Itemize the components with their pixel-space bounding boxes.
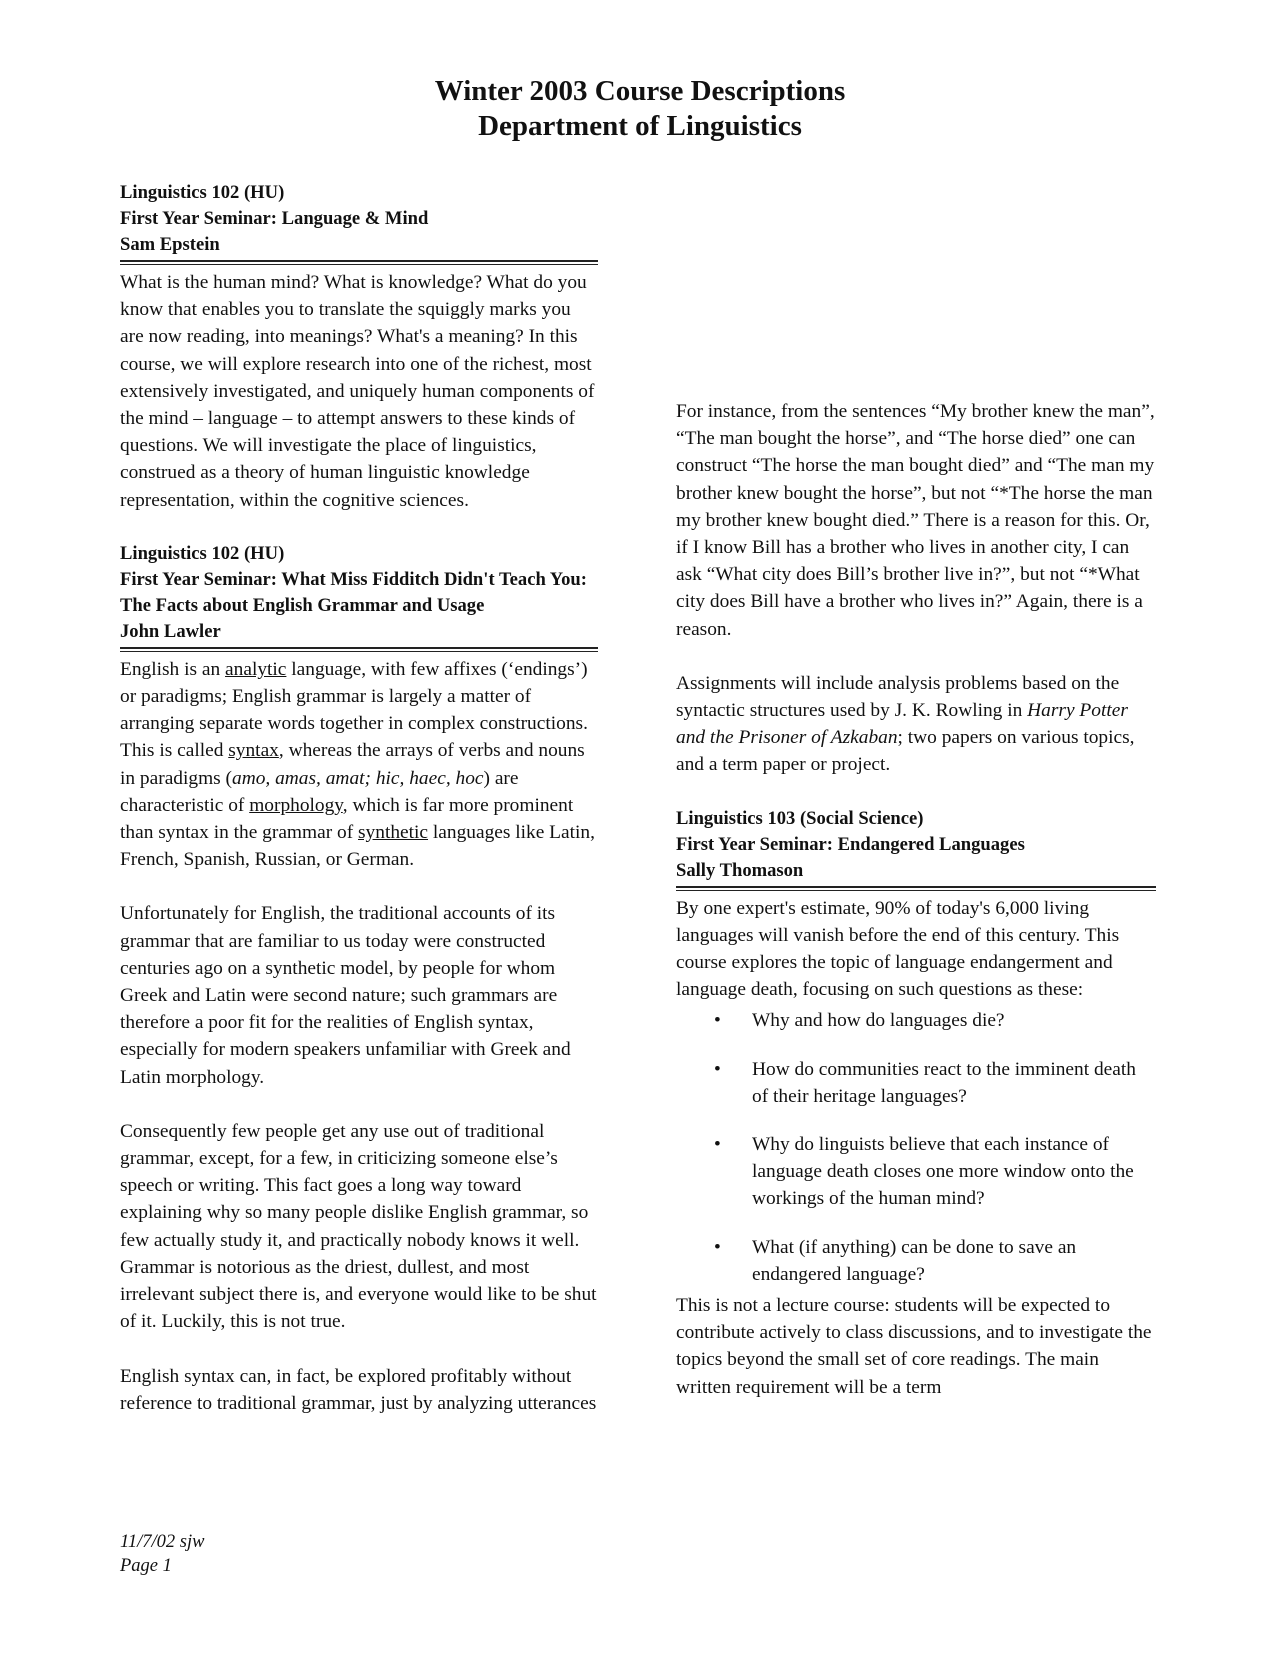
course-2-paragraph-5: For instance, from the sentences “My brother knew the man”, “The man bought the horse”, and “The horse died” one can construct “The horse the man bought died” and “The man my brother knew bought the horse”, but not “*The horse the man my brother knew bought died.” There is a reason for this. Or, if I know Bill has a brother who lives in another city, I can ask “What city does Bill’s brother live in?”, but not “*What city does Bill have a brother who lives in?” Again, there is a reason. [676,401,1155,640]
course-3 [676,806,1156,1401]
course-2-paragraph-2: Unfortunately for English, the traditional accounts of its grammar that are familiar to us today were constructed centuries ago on a synthetic model, by people for whom Greek and Latin were second nature; such grammars are therefore a poor fit for the realities of English syntax, especially for modern speakers unfamiliar with Greek and Latin morphology. [120,903,571,1088]
course-2-paragraph-4: English syntax can, in fact, be explored profitably without reference to traditional grammar, just by analyzing utterances [120,1365,597,1414]
term-morphology: morphology [249,794,343,816]
bullet-icon: • [714,1236,721,1258]
term-analytic: analytic [225,658,287,680]
bullet-icon: • [714,1010,721,1032]
footer-date: 11/7/02 sjw [120,1532,205,1552]
page-number: Page 1 [120,1556,172,1576]
course-1-description: What is the human mind? What is knowledge? What do you know that enables you to translate the squiggly marks you are now reading, into meanings? What's a meaning? In this course, we will explore research into one of the richest, most extensively investigated, and uniquely human components of the mind – language – to attempt answers to these kinds of questions. We will investigate the place of linguistics, construed as a theory of human linguistic knowledge representation, within the cognitive sciences. [120,272,595,511]
page-footer [120,1530,204,1578]
course-2-paragraph-4-continued [676,181,1156,371]
course-1-code: Linguistics 102 (HU) [120,182,285,203]
bullet-icon: • [714,1134,721,1156]
course-2 [120,541,598,1417]
course-3-instructor: Sally Thomason [676,859,804,881]
course-2-paragraph-3: Consequently few people get any use out of traditional grammar, except, for a few, in criticizing someone else’s speech or writing. This fact goes a long way toward explaining why so many people dislike English grammar, so few actually study it, and practically nobody knows it well. Grammar is notorious as the driest, dullest, and most irrelevant subject there is, and everyone would like to be shut of it. Luckily, this is not true. [120,1120,597,1333]
course-3-code: Linguistics 103 (Social Science) [676,807,924,829]
course-2-name: First Year Seminar: What Miss Fidditch Didn't Teach You: The Facts about English Grammar and Usage [120,568,587,616]
course-2-instructor: John Lawler [120,620,221,642]
course-3-closing: This is not a lecture course: students will be expected to contribute actively to class discussions, and to investigate the topics beyond the small set of core readings. The main written requirement will be a term [676,1295,1152,1398]
course-2-paragraph-6: Assignments will include analysis problems based on the syntactic structures used by J. K. Rowling in Harry Potter and the Prisoner of Azkaban; two papers on various topics, and a term paper or project. [676,672,1135,776]
title-line-1: Winter 2003 Course Descriptions [434,75,846,107]
document-title [0,74,1280,144]
book-title: Harry Potter and the Prisoner of Azkaban [676,700,1128,749]
course-3-questions [676,1007,1156,1288]
left-column [120,180,598,1417]
course-3-intro: By one expert's estimate, 90% of today's 6,000 living languages will vanish before the end of this century. This course explores the topic of language endangerment and language death, focusing on such questions as these: [676,897,1120,1001]
course-1 [120,180,598,514]
list-item: • Why do linguists believe that each instance of language death closes one more window onto the workings of the human mind? [676,1131,1156,1213]
course-3-divider [676,886,1156,891]
course-2-code: Linguistics 102 (HU) [120,542,285,564]
list-item: • Why and how do languages die? [676,1007,1156,1034]
course-1-instructor: Sam Epstein [120,234,220,255]
course-1-name: First Year Seminar: Language & Mind [120,208,429,229]
list-item: • What (if anything) can be done to save an endangered language? [676,1234,1156,1288]
title-line-2: Department of Linguistics [478,110,802,142]
course-1-divider [120,260,598,265]
bullet-icon: • [714,1058,721,1080]
course-2-paragraph-1: English is an analytic language, with few affixes (‘endings’) or paradigms; English grammar is largely a matter of arranging separate words together in complex constructions. This is called syntax, whereas the arrays of verbs and nouns in paradigms (amo, amas, amat; hic, haec, hoc) are characteristic of morphology, which is far more prominent than syntax in the grammar of synthetic languages like Latin, French, Spanish, Russian, or German. [120,658,595,871]
right-column [676,181,1156,1401]
term-synthetic: synthetic [358,822,429,844]
latin-paradigms: amo, amas, amat; hic, haec, hoc [232,767,484,789]
term-syntax: syntax [228,740,279,762]
list-item: • How do communities react to the imminent death of their heritage languages? [676,1056,1156,1110]
course-2-divider [120,647,598,652]
course-3-name: First Year Seminar: Endangered Languages [676,833,1025,855]
